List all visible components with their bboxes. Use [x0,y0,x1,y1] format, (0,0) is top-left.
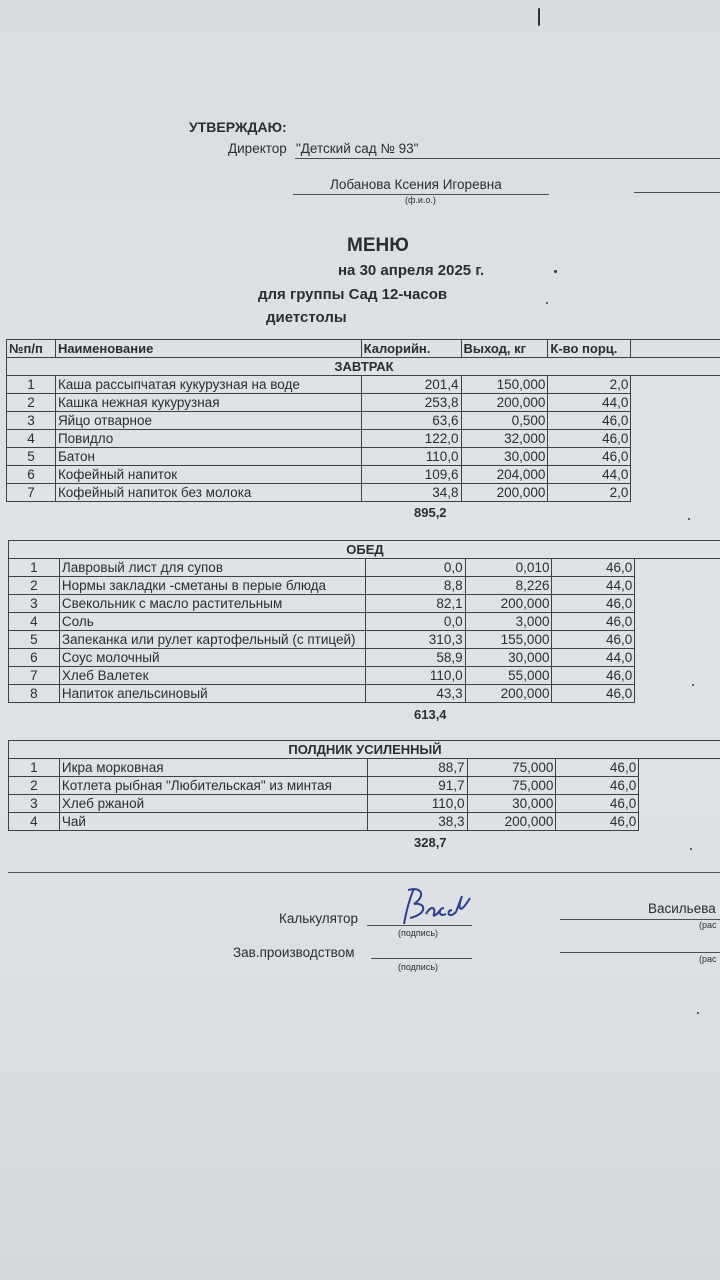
bottom-rule [8,872,720,873]
column-header-row [7,340,720,358]
col-num-header: №п/п [7,340,56,358]
speck [554,270,557,273]
fio-caption: (ф.и.о.) [405,195,436,205]
prod-sign-line [371,958,472,959]
menu-group: для группы Сад 12-часов [258,286,448,303]
signature-icon [396,884,480,928]
breakfast-table [6,339,720,502]
section-row [7,358,720,376]
snack-total: 328,7 [414,835,447,850]
speck [690,848,692,850]
menu-date: на 30 апреля 2025 г. [338,262,485,279]
table-row: 5 Батон 110,0 30,000 46,0 [7,448,720,466]
table-row: 6 Кофейный напиток 109,6 204,000 44,0 [7,466,720,484]
lunch-total: 613,4 [414,707,447,722]
section-title-lunch: ОБЕД [9,541,720,559]
prod-label: Зав.производством [233,945,355,960]
director-name: Лобанова Ксения Игоревна [330,177,502,192]
prod-podpis: (подпись) [398,962,439,972]
org-underline [295,158,720,159]
section-title-breakfast: ЗАВТРАК [7,358,720,376]
menu-title: МЕНЮ [347,235,409,256]
table-row: 7 Хлеб Валетек 110,0 55,000 46,0 [9,667,720,685]
prod-ras: (рас [699,954,717,964]
section-row [9,541,720,559]
col-cal-header: Калорийн. [361,340,461,358]
table-row: 4 Чай 38,3 200,000 46,0 [9,813,720,831]
table-row: 7 Кофейный напиток без молока 34,8 200,000 2,0 [7,484,720,502]
speck [546,302,548,304]
approve-label: УТВЕРЖДАЮ: [189,119,287,135]
speck [538,8,540,26]
table-row: 5 Запеканка или рулет картофельный (с птицей) 310,3 155,000 46,0 [9,631,720,649]
section-title-snack: ПОЛДНИК УСИЛЕННЫЙ [9,741,720,759]
calc-ras: (рас [699,920,717,930]
right-underline [634,192,720,193]
calc-podpis: (подпись) [398,928,439,938]
calc-name-line [560,919,720,920]
speck [692,684,694,686]
col-qty-header: К-во порц. [548,340,631,358]
table-row: 3 Хлеб ржаной 110,0 30,000 46,0 [9,795,720,813]
table-row: 1 Лавровый лист для супов 0,0 0,010 46,0 [9,559,720,577]
table-row: 3 Свекольник с масло растительным 82,1 200,000 46,0 [9,595,720,613]
table-row: 2 Нормы закладки -сметаны в перые блюда 8,8 8,226 44,0 [9,577,720,595]
table-row: 1 Каша рассыпчатая кукурузная на воде 201,4 150,000 2,0 [7,376,720,394]
calc-name: Васильева [648,901,716,916]
speck [688,518,690,520]
table-row: 4 Повидло 122,0 32,000 46,0 [7,430,720,448]
table-row: 6 Соус молочный 58,9 30,000 44,0 [9,649,720,667]
org-name: "Детский сад № 93" [296,141,419,156]
col-name-header: Наименование [55,340,361,358]
lunch-table [8,540,720,703]
table-row: 2 Кашка нежная кукурузная 253,8 200,000 44,0 [7,394,720,412]
breakfast-total: 895,2 [414,505,447,520]
snack-table [8,740,720,831]
table-row: 2 Котлета рыбная "Любительская" из минтая 91,7 75,000 46,0 [9,777,720,795]
menu-diet: диетстолы [266,309,347,326]
table-row: 4 Соль 0,0 3,000 46,0 [9,613,720,631]
table-row: 8 Напиток апельсиновый 43,3 200,000 46,0 [9,685,720,703]
calc-label: Калькулятор [279,911,359,926]
speck [697,1012,699,1014]
prod-name-line [560,952,720,953]
director-label: Директор [228,141,287,156]
table-row: 3 Яйцо отварное 63,6 0,500 46,0 [7,412,720,430]
section-row [9,741,720,759]
table-row: 1 Икра морковная 88,7 75,000 46,0 [9,759,720,777]
col-out-header: Выход, кг [461,340,548,358]
